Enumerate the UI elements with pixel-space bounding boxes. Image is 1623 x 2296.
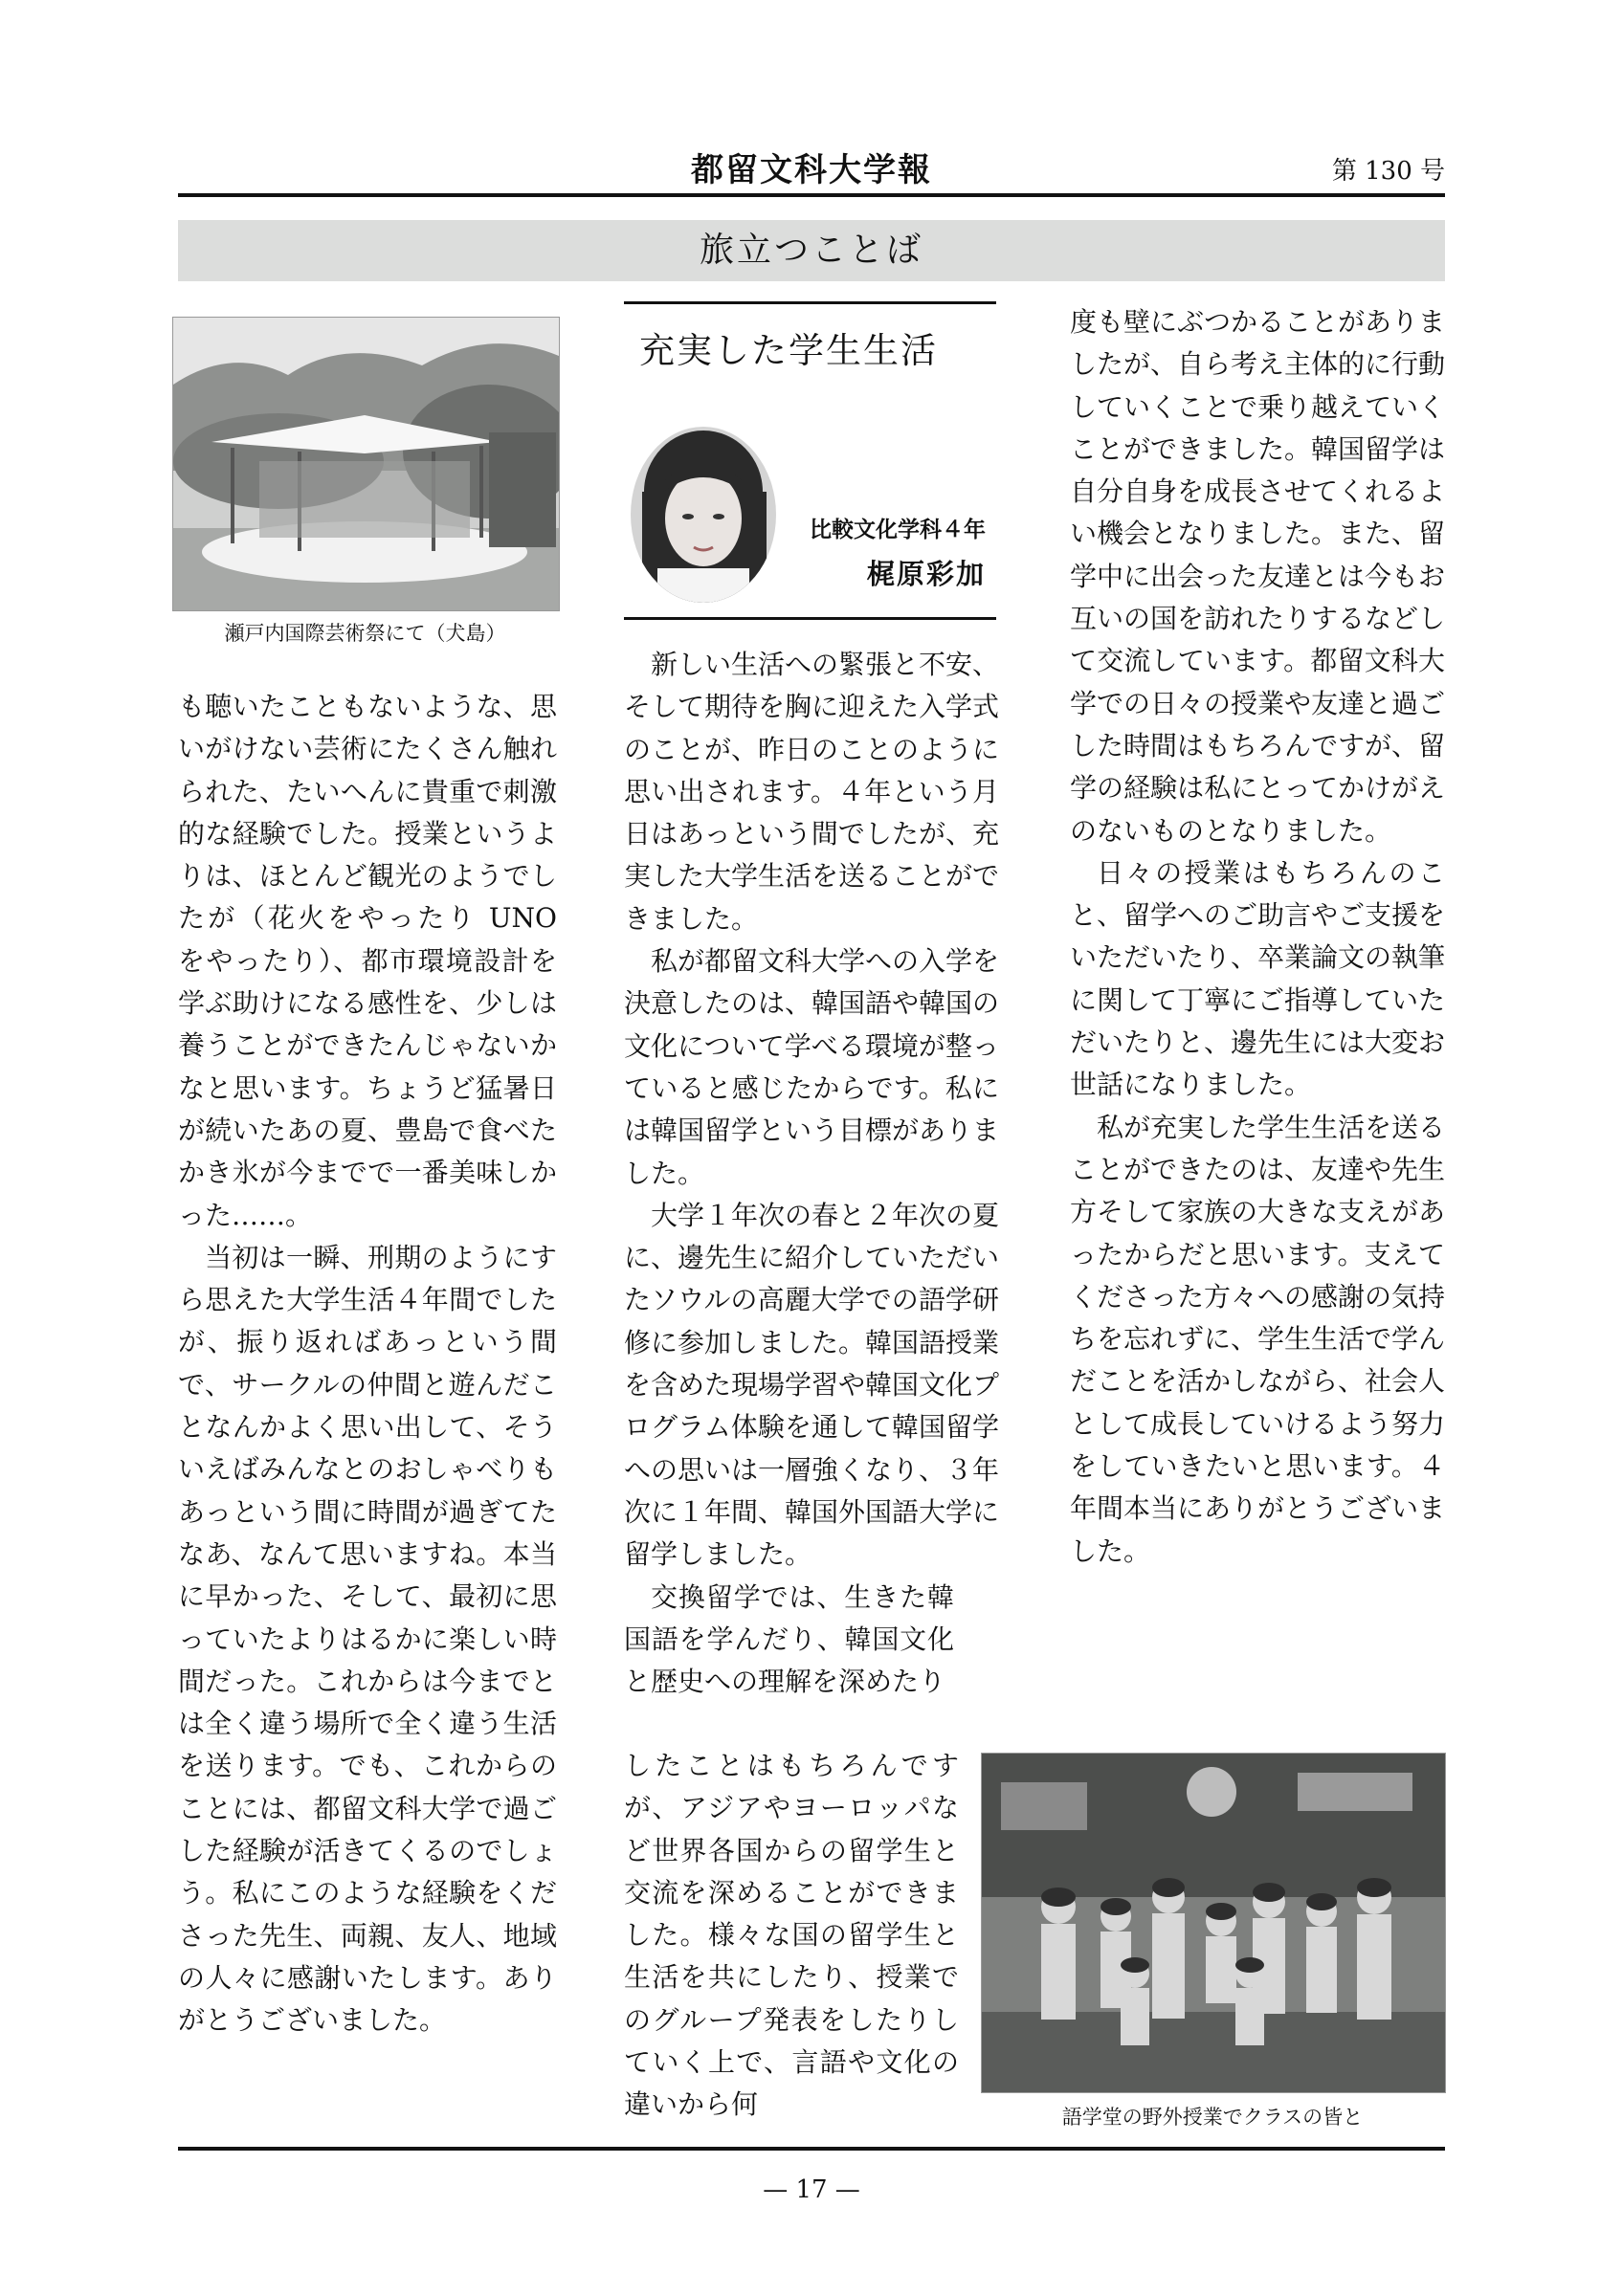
left-photo-caption: 瀬戸内国際芸術祭にて（犬島） bbox=[224, 622, 506, 645]
header-rule bbox=[178, 193, 1445, 197]
art-festival-photo bbox=[172, 317, 560, 611]
middle-paragraph-continued: したことはもちろんですが、アジアやヨーロッパなど世界各国からの留学生と交流を深めることができました。様々な国の留学生と生活を共にしたり、授業でのグループ発表をしたりしていく上で、言語や文化の違いから何 bbox=[624, 1750, 959, 2121]
footer-rule bbox=[178, 2147, 1445, 2151]
middle-paragraph: 私が都留文科大学への入学を決意したのは、韓国語や韓国の文化について学べる環境が整っていると感じたからです。私には韓国留学という目標がありました。 bbox=[624, 945, 1000, 1189]
newsletter-title: 都留文科大学報 bbox=[691, 151, 932, 189]
right-paragraph: 度も壁にぶつかることがありましたが、自ら考え主体的に行動していくことで乗り越えていくことができました。韓国留学は自分自身を成長させてくれるよい機会となりました。また、留学中に出会った友達とは今もお互いの国を訪れたりするなどして交流しています。都留文科大学での日々の授業や友達と過ごした時間はもちろんですが、留学の経験は私にとってかけがえのないものとなりました。 bbox=[1070, 306, 1446, 847]
middle-paragraph: 大学１年次の春と２年次の夏に、邊先生に紹介していただいたソウルの高麗大学での語学研修に参加しました。韓国語授業を含めた現場学習や韓国文化プログラム体験を通して韓国留学への思いは一層強くなり、３年次に１年間、韓国外国語大学に留学しました。 bbox=[624, 1199, 1000, 1571]
issue-number: 第 130 号 bbox=[1331, 157, 1445, 186]
section-banner bbox=[178, 220, 1445, 281]
left-paragraph: 当初は一瞬、刑期のようにすら思えた大学生活４年間でしたが、振り返ればあっという間で、サークルの仲間と遊んだことなんかよく思い出して、そういえばみんなとのおしゃべりもあっという間に時間が過ぎてたなあ、なんて思いますね。本当に早かった、そして、最初に思っていたよりはるかに楽しい時間だった。これからは今までとは全く違う場所で全く違う生活を送ります。でも、これからのことには、都留文科大学で過ごした経験が活きてくるのでしょう。私にこのような経験をくださった先生、両親、友人、地域の人々に感謝いたします。ありがとうございました。 bbox=[178, 1241, 557, 2037]
article-bottom-rule bbox=[624, 617, 996, 620]
middle-paragraph: 新しい生活への緊張と不安、そして期待を胸に迎えた入学式のことが、昨日のことのように思い出されます。４年という月日はあっという間でしたが、充実した大学生活を送ることができました。 bbox=[624, 649, 1000, 935]
article-title: 充実した学生生活 bbox=[639, 330, 938, 371]
author-portrait bbox=[629, 425, 778, 605]
left-paragraph: も聴いたこともないような、思いがけない芸術にたくさん触れられた、たいへんに貴重で刺激的な経験でした。授業というよりは、ほとんど観光のようでしたが（花火をやったり UNO をやったり）、都市環境設計を学ぶ助けになる感性を、少しは養うことができたんじゃないかなと思います。ちょうど猛暑日が続いたあの夏、豊島で食べたかき氷が今までで一番美味しかった……。 bbox=[178, 691, 557, 1231]
page-number: — 17 — bbox=[763, 2175, 860, 2204]
right-photo-caption: 語学堂の野外授業でクラスの皆と bbox=[1061, 2106, 1364, 2129]
left-column-text bbox=[178, 686, 557, 2042]
author-department: 比較文化学科４年 bbox=[810, 518, 986, 542]
middle-paragraph: 交換留学では、生きた韓国語を学んだり、韓国文化と歴史への理解を深めたり bbox=[624, 1580, 954, 1698]
article-top-rule bbox=[624, 301, 996, 304]
language-class-photo bbox=[981, 1753, 1446, 2093]
right-paragraph: 私が充実した学生生活を送ることができたのは、友達や先生方そして家族の大きな支えがあったからだと思います。支えてくださった方々への感謝の気持ちを忘れずに、学生生活で学んだことを活かしながら、社会人として成長していけるよう努力をしていきたいと思います。４年間本当にありがとうございました。 bbox=[1070, 1111, 1446, 1567]
right-paragraph: 日々の授業はもちろんのこと、留学へのご助言やご支援をいただいたり、卒業論文の執筆に関して丁寧にご指導していただいたりと、邊先生には大変お世話になりました。 bbox=[1070, 856, 1446, 1101]
section-title: 旅立つことば bbox=[699, 231, 923, 270]
author-name: 梶原彩加 bbox=[866, 558, 986, 590]
middle-column-narrow-text bbox=[624, 1745, 959, 2127]
middle-column-text bbox=[624, 644, 999, 1703]
right-column-text bbox=[1070, 301, 1445, 1573]
